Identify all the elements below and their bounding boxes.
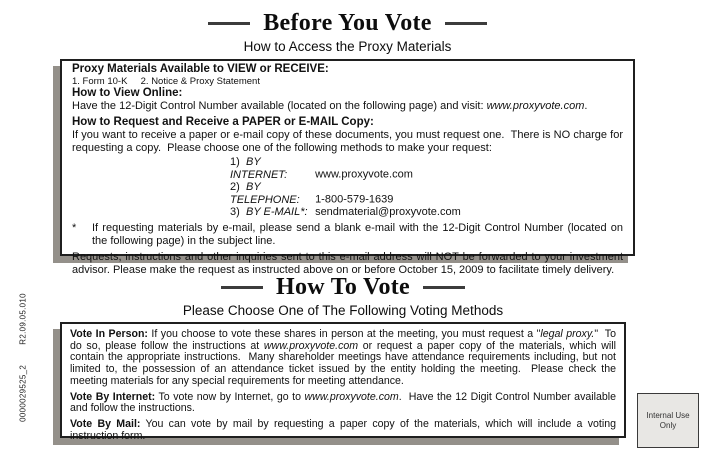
proxyvote-url: www.proxyvote.com (263, 339, 359, 352)
request-heading: How to Request and Receive a PAPER or E-MAIL Copy: (72, 116, 374, 128)
title-dash-left (221, 286, 263, 289)
method-label: BY INTERNET: (230, 156, 288, 181)
footnote-asterisk: * (72, 221, 77, 234)
proxyvote-url: www.proxyvote.com (304, 390, 399, 403)
before-you-vote-title: Before You Vote (263, 10, 432, 36)
available-heading: Proxy Materials Available to VIEW or RECEIVE: (72, 63, 329, 75)
method-label: BY E-MAIL*: (246, 206, 308, 218)
method-label: BY TELEPHONE: (230, 181, 300, 206)
request-methods-list (230, 156, 623, 219)
internal-use-only-box: Internal Use Only (637, 393, 699, 448)
title-dash-right (423, 286, 465, 289)
side-production-code: 0000029525_2 R2.09.05.010 (18, 293, 28, 422)
method-row-telephone (230, 181, 623, 206)
method-number: 1) (230, 156, 240, 168)
materials-list-line: 1. Form 10-K 2. Notice & Proxy Statement (72, 76, 260, 87)
view-online-heading: How to View Online: (72, 87, 183, 99)
email-footnote (72, 221, 627, 248)
access-materials-box (60, 59, 635, 276)
before-you-vote-title-row (60, 10, 635, 37)
closing-paragraph: Requests, instructions and other inquiries sent to this e-mail address will NOT be forwarded to your investment advisor. Please make the request as instructed above on or before October 15, 2009 to facilitate timely delivery. (72, 250, 627, 276)
footnote-text: If requesting materials by e-mail, please send a blank e-mail with the 12-Digit Control Number (located on the following page) in the subject line. (92, 221, 627, 247)
method-row-internet (230, 156, 623, 181)
method-row-email (230, 206, 623, 219)
request-paragraph: If you want to receive a paper or e-mail copy of these documents, you must request one. There is NO charge for requesting a copy. Please choose one of the following methods to make your request: (72, 129, 627, 154)
before-you-vote-subtitle: How to Access the Proxy Materials (243, 39, 452, 54)
voting-methods-box (60, 322, 626, 442)
how-to-vote-title-row (60, 274, 626, 301)
vote-by-mail-label: Vote By Mail: (70, 417, 141, 430)
method-number: 3) (230, 206, 240, 218)
before-you-vote-header (60, 10, 635, 54)
method-value: sendmaterial@proxyvote.com (315, 206, 461, 218)
view-online-line: Have the 12-Digit Control Number available (located on the following page) and visit: www.proxyvote.com. (72, 100, 588, 112)
vote-by-mail-paragraph: Vote By Mail: You can vote by mail by requesting a paper copy of the materials, which will include a voting instruction form. (70, 417, 619, 442)
title-dash-right (445, 22, 487, 25)
how-to-vote-subtitle: Please Choose One of The Following Voting Methods (182, 303, 504, 318)
proxyvote-url: www.proxyvote.com (486, 100, 585, 112)
method-number: 2) (230, 181, 240, 193)
how-to-vote-header (60, 274, 626, 318)
how-to-vote-title: How To Vote (275, 274, 410, 300)
vote-by-internet-label: Vote By Internet: (70, 390, 156, 403)
vote-in-person-paragraph: Vote In Person: If you choose to vote these shares in person at the meeting, you must request a "legal proxy." To do so, please follow the instructions at www.proxyvote.com or request a paper copy of the materials, which will contain the appropriate instructions. Many shareholder meetings have attendance requirements including, but not limited to, the possession of an attendance ticket issued by the entity holding the meeting. Please check the meeting materials for any special requirements for meeting attendance. (70, 328, 619, 387)
vote-by-internet-paragraph: Vote By Internet: To vote now by Internet, go to www.proxyvote.com. Have the 12 Digit Control Number available and follow the instructions. (70, 390, 619, 415)
legal-proxy-term: legal proxy. (540, 328, 595, 340)
method-value: 1-800-579-1639 (315, 193, 394, 206)
method-value: www.proxyvote.com (315, 168, 413, 181)
title-dash-left (208, 22, 250, 25)
vote-in-person-label: Vote In Person: (70, 328, 148, 340)
